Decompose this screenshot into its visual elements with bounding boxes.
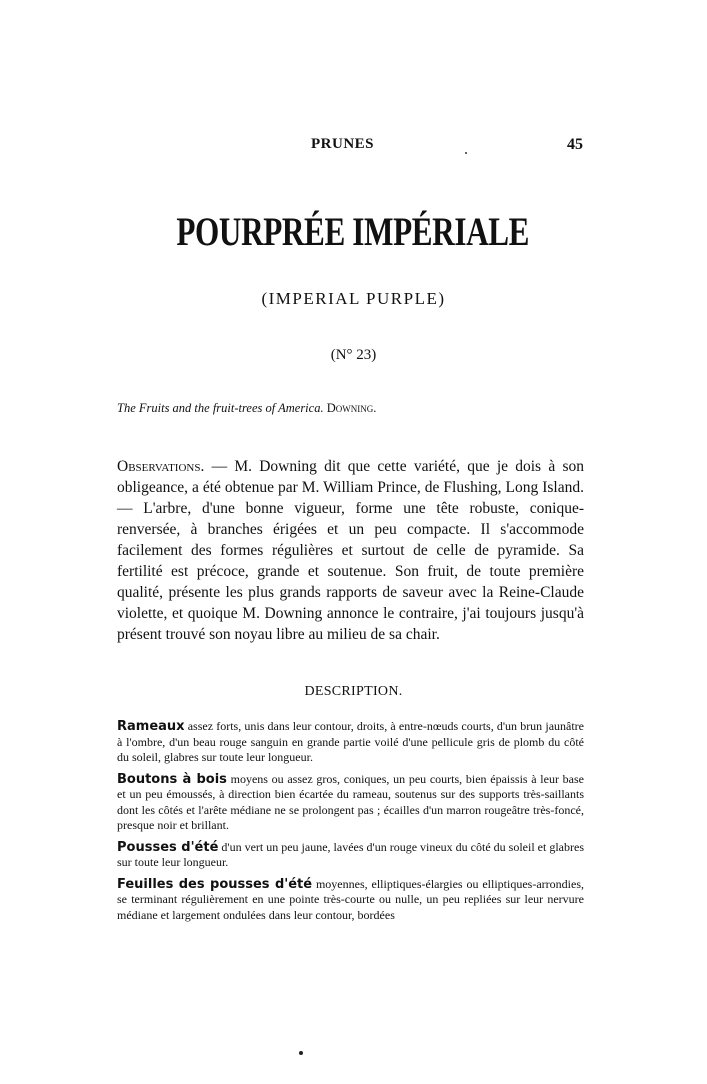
running-head	[0, 136, 707, 156]
entry-text: moyennes, elliptiques-élargies ou elliptiques-arrondies, se terminant régulièrement en une pointe très-courte ou nulle, un peu repliées sur leur nervure médiane et largement ondulées dans leur contour, bordées	[117, 876, 584, 922]
page-subtitle: (IMPERIAL PURPLE)	[261, 289, 446, 308]
description-entry	[117, 719, 584, 766]
source-author: Downing.	[326, 401, 377, 415]
source-work: The Fruits and the fruit-trees of America.	[117, 401, 324, 415]
observations-text: — M. Downing dit que cette variété, que je dois à son obligeance, a été obtenue par M. William Prince, de Flushing, Long Island. — L'arbre, d'une bonne vigueur, forme une tête robuste, conique-renversée, à branches érigées et un peu compacte. Il s'accommode facilement des formes régulières et surtout de celle de pyramide. Sa fertilité est précoce, grande et soutenue. Son fruit, de toute première qualité, présente les plus grands rapports de saveur avec la Reine-Claude violette, et quoique M. Downing annonce le contraire, j'ai toujours jusqu'à présent trouvé son noyau libre au milieu de sa chair.	[117, 458, 584, 643]
print-speck	[465, 152, 467, 154]
observations-lead: Observations.	[117, 458, 205, 475]
print-speck	[299, 1051, 303, 1055]
description-entry	[117, 772, 584, 834]
entry-term: Boutons à bois	[117, 771, 227, 787]
description-entry	[117, 877, 584, 924]
running-head-title: PRUNES	[311, 136, 375, 152]
page-number: 45	[567, 136, 583, 153]
source-reference	[117, 401, 376, 416]
description-entries	[117, 719, 584, 929]
entry-term: Rameaux	[117, 719, 185, 734]
variety-number: (N° 23)	[330, 347, 377, 363]
entry-term: Feuilles des pousses d'été	[117, 876, 313, 892]
entry-text: moyens ou assez gros, coniques, un peu courts, bien épaissis à leur base et un peu émoussés, à direction bien écartée du rameau, soutenus sur des supports très-saillants dont les côtés et l'arête médiane ne se prolongent pas ; écailles d'un marron rougeâtre très-foncé, presque noir et brillant.	[117, 771, 584, 832]
observations-paragraph	[117, 456, 584, 645]
description-heading: DESCRIPTION.	[304, 684, 403, 699]
description-entry	[117, 840, 584, 871]
entry-term: Pousses d'été	[117, 839, 219, 855]
page-title: POURPRÉE IMPÉRIALE	[176, 209, 530, 254]
entry-text: assez forts, unis dans leur contour, droits, à entre-nœuds courts, d'un brun jaunâtre à l'ombre, d'un beau rouge sanguin en grande partie voilé d'une pellicule gris de plomb du côté du soleil, glabres sur toute leur longueur.	[117, 719, 584, 764]
entry-text: d'un vert un peu jaune, lavées d'un rouge vineux du côté du soleil et glabres sur toute leur longueur.	[117, 839, 584, 869]
